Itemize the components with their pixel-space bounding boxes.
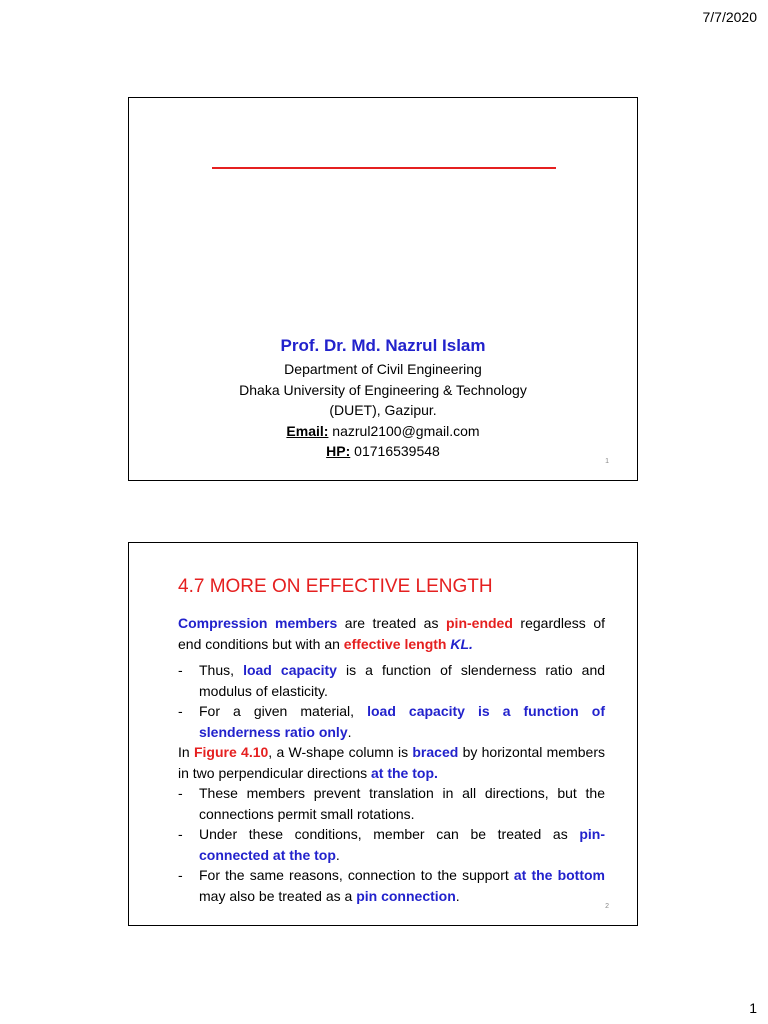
term-effective-length: effective length: [343, 635, 451, 652]
term-braced: braced: [412, 744, 459, 760]
phone-line: [129, 441, 637, 462]
term-pin-connected: pin-connected at the top: [199, 826, 605, 863]
email-line: [129, 421, 637, 442]
bullet-item: [178, 783, 605, 824]
slide-number: 2: [605, 903, 609, 910]
bullet-item: [178, 824, 605, 865]
location: (DUET), Gazipur.: [329, 402, 437, 418]
slide-heading: 4.7 MORE ON EFFECTIVE LENGTH: [178, 576, 493, 597]
bullet-dash: -: [178, 826, 183, 842]
paragraph-compression: [178, 613, 605, 654]
text: For the same reasons, connection to the support: [199, 867, 514, 883]
bullet-item: [178, 660, 605, 701]
phone-number: 01716539548: [350, 443, 440, 459]
text: is a function of slenderness ratio and modulus of elasticity.: [199, 662, 606, 699]
text: Under these conditions, member can be treated as: [199, 826, 580, 842]
text: are treated as: [337, 615, 446, 631]
department: Department of Civil Engineering: [284, 361, 482, 377]
term-load-capacity-slenderness: load capacity is a function of slenderness ratio only: [199, 703, 605, 740]
text: In: [178, 744, 194, 760]
term-at-the-bottom: at the bottom: [513, 867, 606, 883]
term-pin-ended: pin-ended: [446, 615, 513, 631]
email-address: nazrul2100@gmail.com: [328, 422, 480, 439]
slide-effective-length: [128, 542, 638, 926]
page-date: 7/7/2020: [702, 9, 757, 25]
title-divider-line: [212, 167, 556, 169]
text: These members prevent translation in all directions, but the connections permit small rotations.: [199, 785, 605, 822]
paragraph-figure: [178, 742, 605, 783]
term-at-the-top: at the top.: [371, 764, 438, 781]
bullet-dash: -: [178, 662, 183, 678]
text: Thus,: [199, 662, 244, 678]
bullet-item: [178, 701, 605, 742]
text: by horizontal members in two perpendicular directions: [178, 744, 605, 781]
text: may also be treated as a: [199, 887, 357, 904]
author-block: [129, 336, 637, 462]
term-kl: KL: [450, 635, 470, 652]
text: .: [347, 723, 352, 740]
text: .: [455, 887, 460, 904]
term-load-capacity: load capacity: [243, 662, 337, 678]
figure-reference: Figure 4.10: [193, 744, 269, 760]
email-label: Email:: [286, 422, 329, 439]
text: For a given material,: [199, 703, 368, 719]
slide-body: [178, 613, 605, 906]
slide-number: 1: [605, 458, 609, 465]
slide-title-page: [128, 97, 638, 481]
text: regardless of end conditions but with an: [178, 615, 605, 652]
text: .: [335, 846, 340, 863]
bullet-item: [178, 865, 605, 906]
university: Dhaka University of Engineering & Technology: [239, 381, 527, 398]
bullet-dash: -: [178, 703, 183, 719]
author-name: Prof. Dr. Md. Nazrul Islam: [280, 336, 486, 355]
bullet-dash: -: [178, 785, 183, 801]
page-number: 1: [749, 1000, 757, 1016]
term-pin-connection: pin connection: [356, 887, 456, 904]
text: , a W-shape column is: [268, 744, 413, 760]
text: .: [469, 635, 473, 652]
phone-label: HP:: [326, 443, 351, 459]
bullet-dash: -: [178, 867, 183, 883]
term-compression-members: Compression members: [178, 615, 338, 631]
